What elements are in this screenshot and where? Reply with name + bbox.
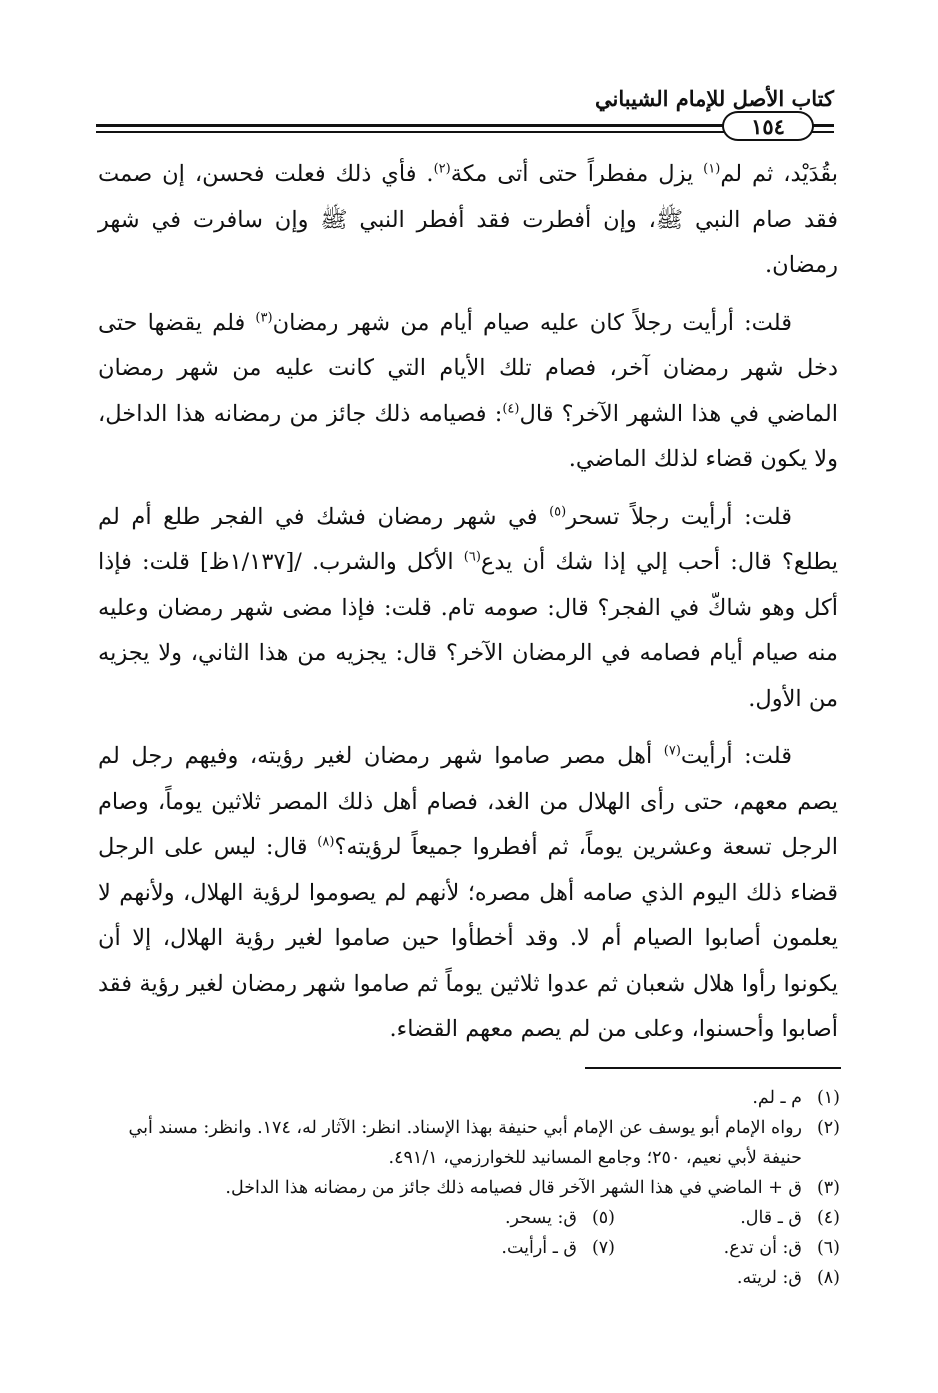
text-run: في شهر رمضان فشك في الفجر طلع أم لم يطلع؟ قال: أحب إلي إذا شك أن يدع [98,503,838,575]
text-run: الأكل والشرب. /[١/١٣٧ظ] قلت: فإذا أكل وهو شاكّ في الفجر؟ قال: صومه تام. قلت: فإذا مضى شهر رمضان وعليه منه صيام أيام فصامه في الرمضان الآخر؟ قال: يجزيه من هذا الثاني، ولا يجزيه من الأول. [98,549,838,712]
footnote-text: ق: يسحر. [504,1208,577,1228]
footnote-ref: (٥) [549,504,567,519]
footnote-text: ق: أن تدع. [723,1238,802,1258]
text-run: . فأي ذلك فعلت فحسن، إن صمت فقد صام النبي ﷺ، وإن أفطرت فقد أفطر النبي ﷺ وإن سافرت في شهر رمضان. [98,161,838,278]
footnote-ref: (٤) [502,401,520,416]
text-run: فلم يقضها حتى دخل شهر رمضان آخر، فصام تلك الأيام التي كانت عليه من شهر رمضان الماضي في هذا الشهر الآخر؟ قال [98,309,838,427]
footnote-divider [585,1067,841,1069]
footnote-number: (٦) [816,1238,840,1258]
footnote-ref: (٢) [433,161,451,177]
footnote-number: (٧) [591,1238,615,1258]
footnote-ref: (٣) [255,310,273,325]
page-number-badge [722,111,814,141]
running-header-title: كتاب الأصل للإمام الشيباني [595,86,834,111]
footnote-text: ق + الماضي في هذا الشهر الآخر قال فصيامه ذلك جائز من رمضانه هذا الداخل. [225,1178,802,1198]
footnote-number: (٤) [816,1208,840,1228]
text-run: بقُدَيْد، ثم لم [720,161,839,187]
footnote-1 [98,1083,840,1113]
footnote-7 [390,1233,615,1263]
text-run: أهل مصر صاموا شهر رمضان لغير رؤيته، وفيهم رجل لم يصم معهم، حتى رأى الهلال من الغد، فصام أهل ذلك المصر ثلاثين يوماً، وصام الرجل تسعة وعشرين يوماً، ثم أفطروا جميعاً لرؤيته؟ [98,743,838,860]
text-run: يزل مفطراً حتى أتى مكة [450,161,704,187]
footnote-pair-4-5 [98,1203,840,1233]
footnote-number: (٢) [816,1118,840,1138]
paragraph-2 [98,301,838,483]
footnote-number: (٥) [591,1208,615,1228]
footnotes [98,1083,840,1293]
footnote-pair-6-7 [98,1233,840,1263]
paragraph-1 [98,152,838,289]
footnote-text: م ـ لم. [752,1088,802,1108]
footnote-number: (٣) [816,1178,840,1198]
footnote-text: ق ـ قال. [740,1208,802,1228]
footnote-text: ق: لريته. [736,1268,802,1288]
text-run: قلت: أرأيت رجلاً تسحر [566,503,792,530]
footnote-text: رواه الإمام أبو يوسف عن الإمام أبي حنيفة بهذا الإسناد. انظر: الآثار له، ١٧٤. وانظر: مسند أبي حنيفة لأبي نعيم، ٢٥٠؛ وجامع المسانيد للخوارزمي، ٤٩١/١. [128,1118,802,1168]
text-run: قلت: أرأيت [680,743,792,769]
page-number: ١٥٤ [751,113,785,139]
footnote-ref: (١) [703,161,721,177]
footnote-3 [98,1173,840,1203]
footnote-number: (٨) [816,1268,840,1288]
text-run: قال: ليس على الرجل قضاء ذلك اليوم الذي صامه أهل مصره؛ لأنهم لم يصوموا لرؤية الهلال، ولأنهم لا يعلمون أصابوا الصيام أم لا. وقد أخطأوا حين صاموا لغير رؤية الهلال، إلا أن يكونوا رأوا هلال شعبان ثم عدوا ثلاثين يوماً ثم صاموا شهر رمضان لغير رؤية فقد أصابوا وأحسنوا، وعلى من لم يصم معهم القضاء. [98,834,838,1042]
footnote-6 [615,1233,840,1263]
footnote-8 [98,1263,840,1293]
footnote-number: (١) [816,1088,840,1108]
footnote-2 [98,1113,840,1173]
paragraph-4 [98,734,838,1053]
main-text [98,152,838,1065]
footnote-ref: (٨) [317,834,335,850]
text-run: قلت: أرأيت رجلاً كان عليه صيام أيام من شهر رمضان [272,309,792,336]
footnote-4 [615,1203,840,1233]
footnote-ref: (٧) [663,743,681,759]
footnote-ref: (٦) [463,549,481,565]
text-run: : فصيامه ذلك جائز من رمضانه هذا الداخل، ولا يكون قضاء لذلك الماضي. [98,400,838,472]
footnote-5 [390,1203,615,1233]
footnote-text: ق ـ أرأيت. [501,1238,577,1258]
paragraph-3 [98,495,838,723]
